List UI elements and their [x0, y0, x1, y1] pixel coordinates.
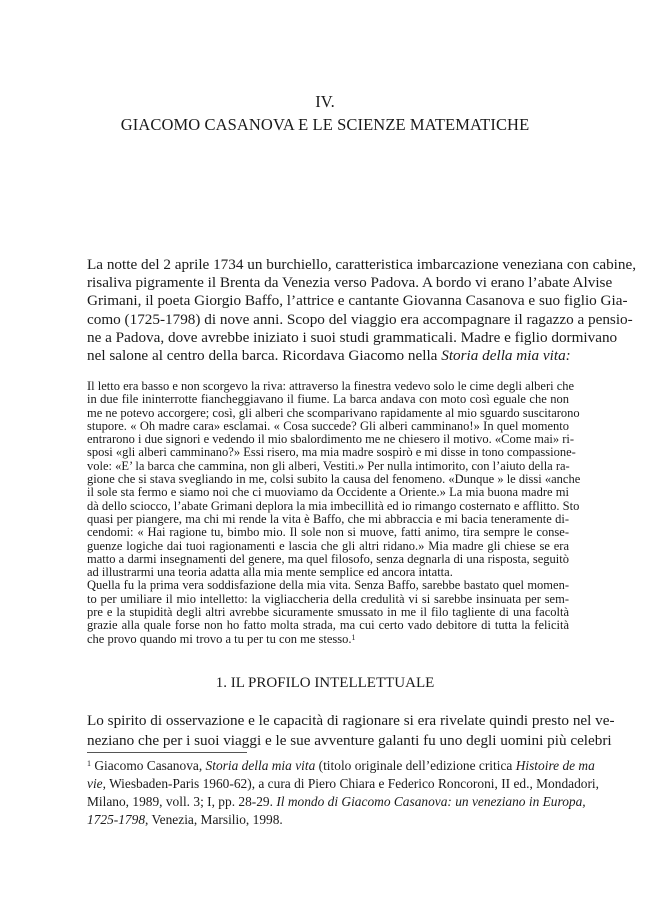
text-span: sposi «gli alberi camminano?» Essi risero, ma mia madre sospirò e mi disse in tono compassione- — [87, 445, 576, 460]
text-line — [87, 540, 569, 553]
text-line — [87, 460, 569, 473]
text-span: cendomi: « Hai ragione tu, bimbo mio. Il sole non si muove, fatti animo, tira sempre le conse- — [87, 525, 569, 540]
text-line — [87, 633, 569, 646]
text-span: Lo spirito di osservazione e le capacità di ragionare si era rivelate quindi presto nel ve- — [87, 712, 615, 729]
text-line — [87, 731, 612, 751]
text-span: matto a darmi insegnamenti del genere, ma quel filosofo, senza degnarla di una risposta, seguitò — [87, 551, 569, 566]
italic-title: Il mondo di Giacomo Casanova: un veneziano in Europa, — [276, 794, 586, 809]
text-span: nel salone al centro della barca. Ricordava Giacomo nella — [87, 347, 442, 365]
text-span: gione che si stava svegliando in me, colsi subito la causa del fenomeno. «Dunque » le dissi «anche — [87, 472, 581, 487]
chapter-title: GIACOMO CASANOVA E LE SCIENZE MATEMATICHE — [120, 115, 530, 134]
text-span: guenze logiche dai tuoi ragionamenti e lascia che gli altri ridano.» Mia madre gli chiese se era — [87, 538, 569, 553]
text-line — [87, 526, 569, 539]
text-line — [87, 445, 576, 460]
text-line — [87, 811, 569, 829]
text-span: grazie alla quale forse non ho fatto molta strada, ma cui certo vado debitore di tutta la felicità — [87, 618, 569, 633]
text-line — [87, 619, 569, 632]
text-line — [87, 347, 569, 365]
footnote-marker: 1 — [351, 632, 356, 642]
text-span: quasi per piangere, ma chi mi rende la vita è Baffo, che mi abbraccia e mi bacia teneramente di- — [87, 511, 569, 526]
text-line — [87, 793, 586, 811]
text-span: , Venezia, Marsilio, 1998. — [145, 812, 283, 827]
text-span: ad illustrarmi una teoria adatta alla mia mente semplice ed ancora intatta. — [87, 565, 453, 580]
text-span: to per umiliare il mio intelletto: la vigliaccheria della credulità vi si sarebbe insinuata per sem- — [87, 591, 569, 606]
footnote-divider — [87, 752, 247, 753]
text-line — [87, 486, 569, 499]
text-span: stupore. « Oh madre cara» esclamai. « Cosa succede? Gli alberi camminano!» In quel momento — [87, 418, 569, 433]
text-line — [87, 310, 633, 329]
text-span: in due file ininterrotte fiancheggiavano il fiume. La barca andava con moto così eguale che non — [87, 392, 569, 407]
text-line — [87, 256, 637, 274]
text-line — [87, 711, 615, 731]
text-line — [87, 775, 599, 793]
text-line — [87, 513, 569, 526]
text-line — [87, 379, 575, 393]
text-span: che provo quando mi trovo a tu per tu con me stesso. — [87, 631, 352, 646]
text-line — [87, 553, 569, 566]
text-line — [87, 472, 581, 487]
text-line — [87, 498, 580, 513]
text-line — [87, 328, 618, 347]
text-span: neziano che per i suoi viaggi e le sue avventure galanti fu uno degli uomini più celebri — [87, 731, 612, 749]
text-span: il sole sta fermo e siamo noi che ci muoviamo da Occidente a Oriente.» La mia buona madre mi — [87, 485, 569, 500]
text-line — [87, 274, 613, 292]
text-span: como (1725-1798) di nove anni. Scopo del viaggio era accompagnare il ragazzo a pensio- — [87, 310, 633, 328]
footnote-marker: 1 — [87, 759, 91, 768]
text-line — [87, 292, 628, 310]
italic-title: 1725-1798 — [87, 812, 146, 827]
text-span: vole: «E’ la barca che cammina, non gli alberi, Vestiti.» Per nulla intimorito, con l’aiuto della ra- — [87, 458, 570, 473]
block-quote — [87, 379, 581, 646]
text-span: Giacomo Casanova, — [91, 758, 206, 773]
text-span: risaliva pigramente il Brenta da Venezia verso Padova. A bordo vi erano l’abate Alvise — [87, 274, 613, 292]
text-span: , Wiesbaden-Paris 1960-62), a cura di Piero Chiara e Federico Roncoroni, II ed., Mondadori, — [102, 776, 599, 791]
italic-title: Histoire de ma — [515, 758, 595, 773]
intro-paragraph — [87, 256, 637, 365]
text-span: Grimani, il poeta Giorgio Baffo, l’attrice e cantante Giovanna Casanova e suo figlio Gia- — [87, 292, 628, 310]
text-span: dà dello sciocco, l’abate Grimani deplora la mia imbecillità ed io rimango costernato e afflitto. Sto — [87, 498, 580, 513]
text-line — [87, 405, 580, 420]
text-span: La notte del 2 aprile 1734 un burchiello, caratteristica imbarcazione veneziana con cabine, — [87, 256, 637, 273]
body-paragraph — [87, 711, 615, 750]
italic-title: Storia della mia vita: — [441, 347, 571, 365]
text-span: (titolo originale dell’edizione critica — [315, 758, 516, 773]
text-line — [87, 593, 569, 606]
footnote — [87, 757, 599, 829]
text-line — [87, 393, 569, 406]
text-span: ne a Padova, dove avrebbe iniziato i suoi studi grammaticali. Madre e figlio dormivano — [87, 328, 618, 346]
text-line — [87, 606, 569, 619]
section-heading: 1. IL PROFILO INTELLETTUALE — [215, 675, 435, 691]
text-span: Quella fu la prima vera soddisfazione della mia vita. Senza Baffo, sarebbe bastato quel momen- — [87, 578, 569, 593]
chapter-number: IV. — [315, 92, 335, 111]
text-span: Il letto era basso e non scorgevo la riva: attraverso la finestra vedevo solo le cime degli alberi che — [87, 379, 575, 393]
italic-title: Storia della mia vita — [205, 758, 316, 773]
text-span: Milano, 1989, voll. 3; I, pp. 28-29. — [87, 794, 277, 809]
text-line — [87, 420, 569, 433]
text-line — [87, 566, 569, 579]
text-line — [87, 757, 595, 775]
text-span: entrarono i due signori e vedendo il mio sbalordimento me ne chiesero il motivo. «Come mai» ri- — [87, 432, 575, 447]
text-span: me ne potevo accorgere; così, gli alberi che scomparivano rapidamente al mio sguardo suscitarono — [87, 405, 580, 420]
text-span: pre e la stupidità degli altri avrebbe sicuramente smussato in me il filo tagliente di una facoltà — [87, 605, 569, 620]
italic-title: vie — [87, 776, 103, 791]
text-line — [87, 432, 575, 447]
text-line — [87, 579, 569, 592]
